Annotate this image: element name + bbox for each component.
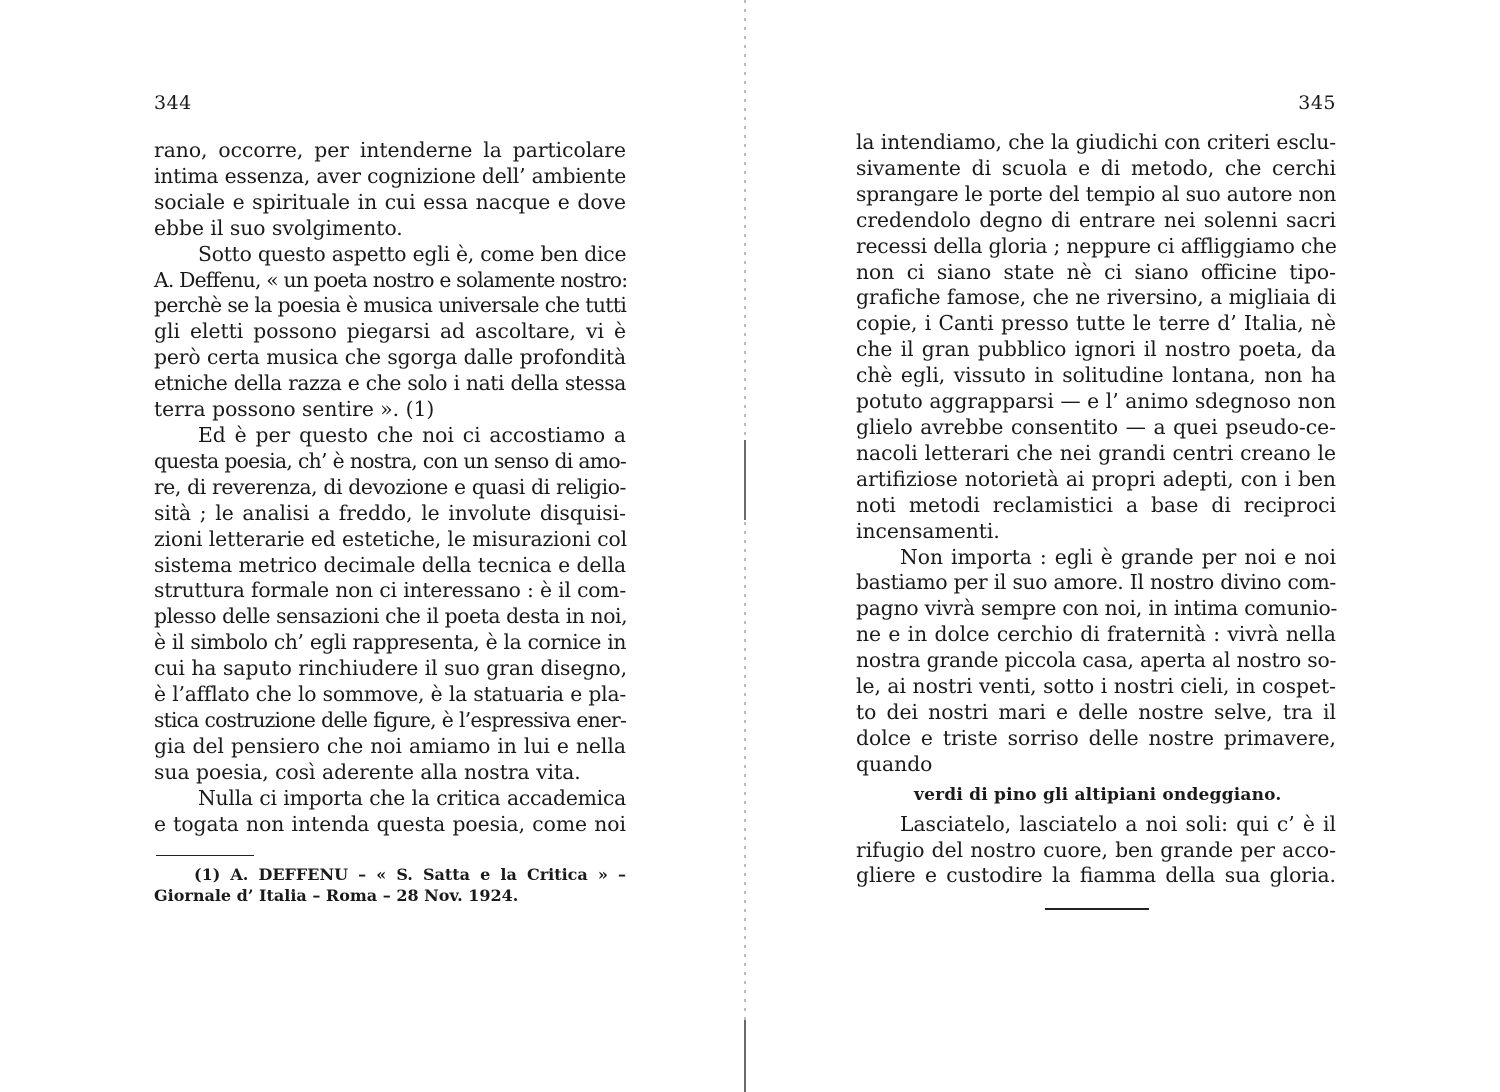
text-line: è l’afflato che lo sommove, è la statuaria e pla- bbox=[154, 682, 626, 707]
text-line: copie, i Canti presso tutte le terre d’ Italia, nè bbox=[856, 311, 1336, 336]
text-line: chè egli, vissuto in solitudine lontana, non ha bbox=[856, 363, 1336, 388]
book-gutter bbox=[744, 0, 746, 1092]
text-line: però certa musica che sgorga dalle profondità bbox=[154, 345, 626, 370]
text-line: plesso delle sensazioni che il poeta desta in noi, bbox=[154, 604, 628, 629]
text-line: sistema metrico decimale della tecnica e della bbox=[154, 552, 626, 577]
text-line: recessi della gloria ; neppure ci affliggiamo che bbox=[856, 233, 1337, 258]
text-line: gli eletti possono piegarsi ad ascoltare, vi è bbox=[154, 319, 626, 344]
text-line: artifiziose notorietà ai propri adepti, con i ben bbox=[856, 466, 1336, 491]
text-line: quando bbox=[856, 751, 933, 776]
text-line: potuto aggrapparsi — e l’ animo sdegnoso non bbox=[856, 389, 1336, 414]
text-line: Non importa : egli è grande per noi e noi bbox=[900, 544, 1336, 569]
text-line: Nulla ci importa che la critica accademica bbox=[198, 785, 626, 810]
text-line: glielo avrebbe consentito — a quei pseudo-ce- bbox=[856, 414, 1336, 439]
text-line: nostra grande piccola casa, aperta al nostro so- bbox=[856, 648, 1337, 673]
text-line: rifugio del nostro cuore, ben grande per acco- bbox=[856, 837, 1336, 862]
footnote-line: (1) A. DEFFENU – « S. Satta e la Critica » – bbox=[194, 865, 626, 884]
text-line: credendolo degno di entrare nei solenni sacri bbox=[856, 207, 1336, 232]
page-body-text bbox=[856, 130, 1336, 889]
text-line: perchè se la poesia è musica universale che tutti bbox=[154, 293, 627, 318]
text-line: struttura formale non ci interessano : è il com- bbox=[154, 578, 626, 603]
text-line: re, di reverenza, di devozione e quasi di religio- bbox=[154, 474, 626, 499]
text-line: e togata non intenda questa poesia, come noi bbox=[154, 811, 626, 836]
text-line: sprangare le porte del tempio al suo autore non bbox=[856, 181, 1336, 206]
text-line: etniche della razza e che solo i nati della stessa bbox=[154, 371, 626, 396]
text-line: questa poesia, ch’ è nostra, con un senso di amo- bbox=[154, 448, 626, 473]
footnote bbox=[154, 864, 626, 906]
text-line: ne e in dolce cerchio di fraternità : vivrà nella bbox=[856, 622, 1336, 647]
text-line: pagno vivrà sempre con noi, in intima comunio- bbox=[856, 596, 1338, 621]
text-line: sivamente di scuola e di metodo, che cerchi bbox=[856, 155, 1336, 180]
section-end-rule bbox=[1045, 908, 1149, 910]
text-line: rano, occorre, per intenderne la particolare bbox=[154, 138, 626, 162]
text-line: le, ai nostri venti, sotto i nostri cieli, in cospet- bbox=[856, 674, 1336, 699]
verse-quote: verdi di pino gli altipiani ondeggiano. bbox=[914, 784, 1282, 805]
text-line: terra possono sentire ». (1) bbox=[154, 397, 435, 422]
text-line: non ci siano state nè ci siano officine tipo- bbox=[856, 259, 1336, 284]
page-number: 345 bbox=[1298, 92, 1336, 114]
text-line: dolce e triste sorriso delle nostre primavere, bbox=[856, 725, 1336, 750]
page-number: 344 bbox=[154, 92, 192, 114]
text-line: noti metodi reclamistici a base di reciproci bbox=[856, 492, 1336, 517]
text-line: gia del pensiero che noi amiamo in lui e nella bbox=[154, 733, 626, 758]
text-line: è il simbolo ch’ egli rappresenta, è la cornice in bbox=[154, 630, 626, 655]
book-gutter-shadow bbox=[744, 1020, 746, 1092]
text-line: cui ha saputo rinchiudere il suo gran disegno, bbox=[154, 656, 628, 681]
footnote-rule bbox=[156, 855, 254, 856]
text-line: zioni letterarie ed estetiche, le misurazioni col bbox=[154, 526, 627, 551]
text-line: la intendiamo, che la giudichi con criteri esclu- bbox=[856, 130, 1336, 154]
text-line: gliere e custodire la fiamma della sua gloria. bbox=[856, 863, 1336, 888]
text-line: ebbe il suo svolgimento. bbox=[154, 215, 403, 240]
footnote-line: Giornale d’ Italia – Roma – 28 Nov. 1924. bbox=[154, 886, 519, 905]
text-line: incensamenti. bbox=[856, 518, 1000, 543]
text-line: sua poesia, così aderente alla nostra vita. bbox=[154, 759, 581, 784]
text-line: sociale e spirituale in cui essa nacque e dove bbox=[154, 189, 626, 214]
text-line: nacoli letterari che nei grandi centri creano le bbox=[856, 440, 1336, 465]
text-line: sità ; le analisi a freddo, le involute disquisi- bbox=[154, 500, 626, 525]
text-line: A. Deffenu, « un poeta nostro e solamente nostro: bbox=[154, 267, 628, 292]
text-line: bastiamo per il suo amore. Il nostro divino com- bbox=[856, 570, 1336, 595]
text-line: Sotto questo aspetto egli è, come ben dice bbox=[198, 241, 627, 266]
text-line: grafiche famose, che ne riversino, a migliaia di bbox=[856, 285, 1336, 310]
text-line: Ed è per questo che noi ci accostiamo a bbox=[198, 422, 626, 447]
text-line: stica costruzione delle figure, è l’espressiva ener- bbox=[154, 707, 626, 732]
text-line: che il gran pubblico ignori il nostro poeta, da bbox=[856, 337, 1336, 362]
text-line: intima essenza, aver cognizione dell’ ambiente bbox=[154, 163, 626, 188]
page-body-text bbox=[154, 138, 626, 837]
book-gutter-shadow bbox=[744, 440, 746, 520]
text-line: Lasciatelo, lasciatelo a noi soli: qui c’ è il bbox=[900, 811, 1336, 836]
text-line: to dei nostri mari e delle nostre selve, tra il bbox=[856, 699, 1336, 724]
